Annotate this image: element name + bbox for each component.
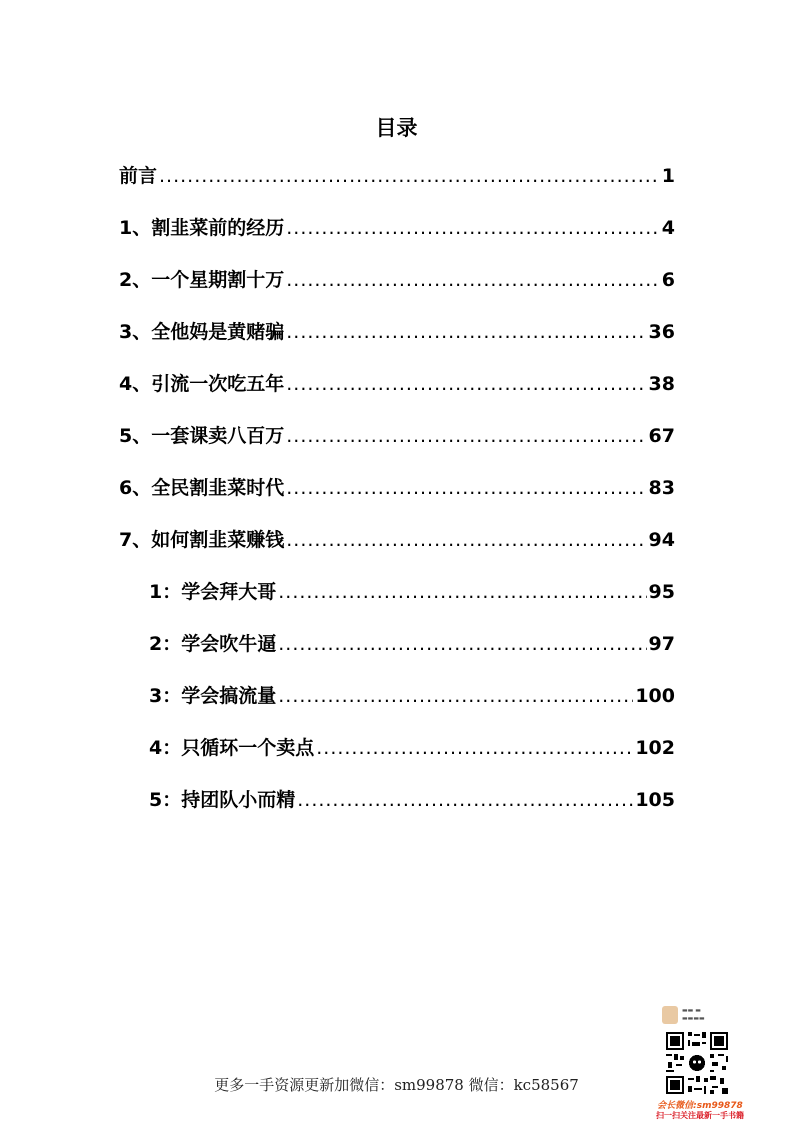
toc-entry-page: 94 bbox=[648, 529, 675, 551]
qr-code-icon[interactable] bbox=[664, 1030, 730, 1096]
toc-entry[interactable] bbox=[119, 422, 675, 450]
toc-entry-page: 38 bbox=[648, 373, 675, 395]
toc-leader-dots bbox=[159, 162, 660, 190]
footer-note: 更多一手资源更新加微信：sm99878 微信：kc58567 bbox=[214, 1076, 579, 1094]
avatar bbox=[662, 1006, 678, 1024]
toc-entry-page: 97 bbox=[648, 633, 675, 655]
toc-leader-dots bbox=[286, 370, 646, 398]
toc-entry-page: 6 bbox=[661, 269, 675, 291]
qr-promo bbox=[640, 1002, 760, 1120]
toc-entry[interactable] bbox=[119, 162, 675, 190]
toc-leader-dots bbox=[286, 266, 660, 294]
toc-entry-label: 3、全他妈是黄赌骗 bbox=[119, 321, 285, 343]
toc-entry[interactable] bbox=[119, 474, 675, 502]
qr-caption-scan: 扫一扫关注最新一手书籍 bbox=[656, 1111, 744, 1120]
toc-entry-label: 1：学会拜大哥 bbox=[149, 581, 277, 603]
toc-leader-dots bbox=[286, 526, 646, 554]
qr-header-text: ▬▬ ▬ ▬▬▬▬ bbox=[682, 1007, 705, 1022]
toc-entry-page: 36 bbox=[648, 321, 675, 343]
toc-entry-page: 83 bbox=[648, 477, 675, 499]
toc-leader-dots bbox=[286, 318, 646, 346]
toc-entry-label: 5：持团队小而精 bbox=[149, 789, 296, 811]
toc-entry-page: 1 bbox=[661, 165, 675, 187]
toc-entry-page: 105 bbox=[635, 789, 675, 811]
toc-subentry[interactable] bbox=[149, 578, 675, 606]
toc-entry-page: 4 bbox=[661, 217, 675, 239]
toc-leader-dots bbox=[278, 578, 646, 606]
toc-leader-dots bbox=[286, 422, 646, 450]
toc-entry-label: 4、引流一次吃五年 bbox=[119, 373, 285, 395]
toc-entry[interactable] bbox=[119, 214, 675, 242]
toc-entry-page: 102 bbox=[635, 737, 675, 759]
toc-entry-label: 2、一个星期割十万 bbox=[119, 269, 285, 291]
qr-header bbox=[662, 1004, 742, 1026]
toc-entry-page: 67 bbox=[648, 425, 675, 447]
toc-entry[interactable] bbox=[119, 526, 675, 554]
toc-entry-label: 3：学会搞流量 bbox=[149, 685, 277, 707]
toc-leader-dots bbox=[278, 682, 633, 710]
toc-entry-label: 1、割韭菜前的经历 bbox=[119, 217, 285, 239]
toc-entry-label: 5、一套课卖八百万 bbox=[119, 425, 285, 447]
toc-entry-label: 前言 bbox=[119, 165, 158, 187]
toc-entry-label: 7、如何割韭菜赚钱 bbox=[119, 529, 285, 551]
toc-leader-dots bbox=[297, 786, 633, 814]
toc-subentry[interactable] bbox=[149, 630, 675, 658]
toc-entry-label: 6、全民割韭菜时代 bbox=[119, 477, 285, 499]
toc-leader-dots bbox=[278, 630, 646, 658]
toc-leader-dots bbox=[316, 734, 633, 762]
toc-leader-dots bbox=[286, 474, 646, 502]
toc-subentry[interactable] bbox=[149, 682, 675, 710]
toc-entry[interactable] bbox=[119, 318, 675, 346]
qr-caption-wechat: 会长微信:sm99878 bbox=[657, 1101, 743, 1111]
toc-entry[interactable] bbox=[119, 266, 675, 294]
toc-title: 目录 bbox=[375, 116, 418, 140]
toc-entry-page: 95 bbox=[648, 581, 675, 603]
toc-entry-page: 100 bbox=[635, 685, 675, 707]
toc-entry[interactable] bbox=[119, 370, 675, 398]
toc-subentry[interactable] bbox=[149, 734, 675, 762]
toc-entry-label: 4：只循环一个卖点 bbox=[149, 737, 315, 759]
toc-entry-label: 2：学会吹牛逼 bbox=[149, 633, 277, 655]
toc-subentry[interactable] bbox=[149, 786, 675, 814]
toc-leader-dots bbox=[286, 214, 660, 242]
